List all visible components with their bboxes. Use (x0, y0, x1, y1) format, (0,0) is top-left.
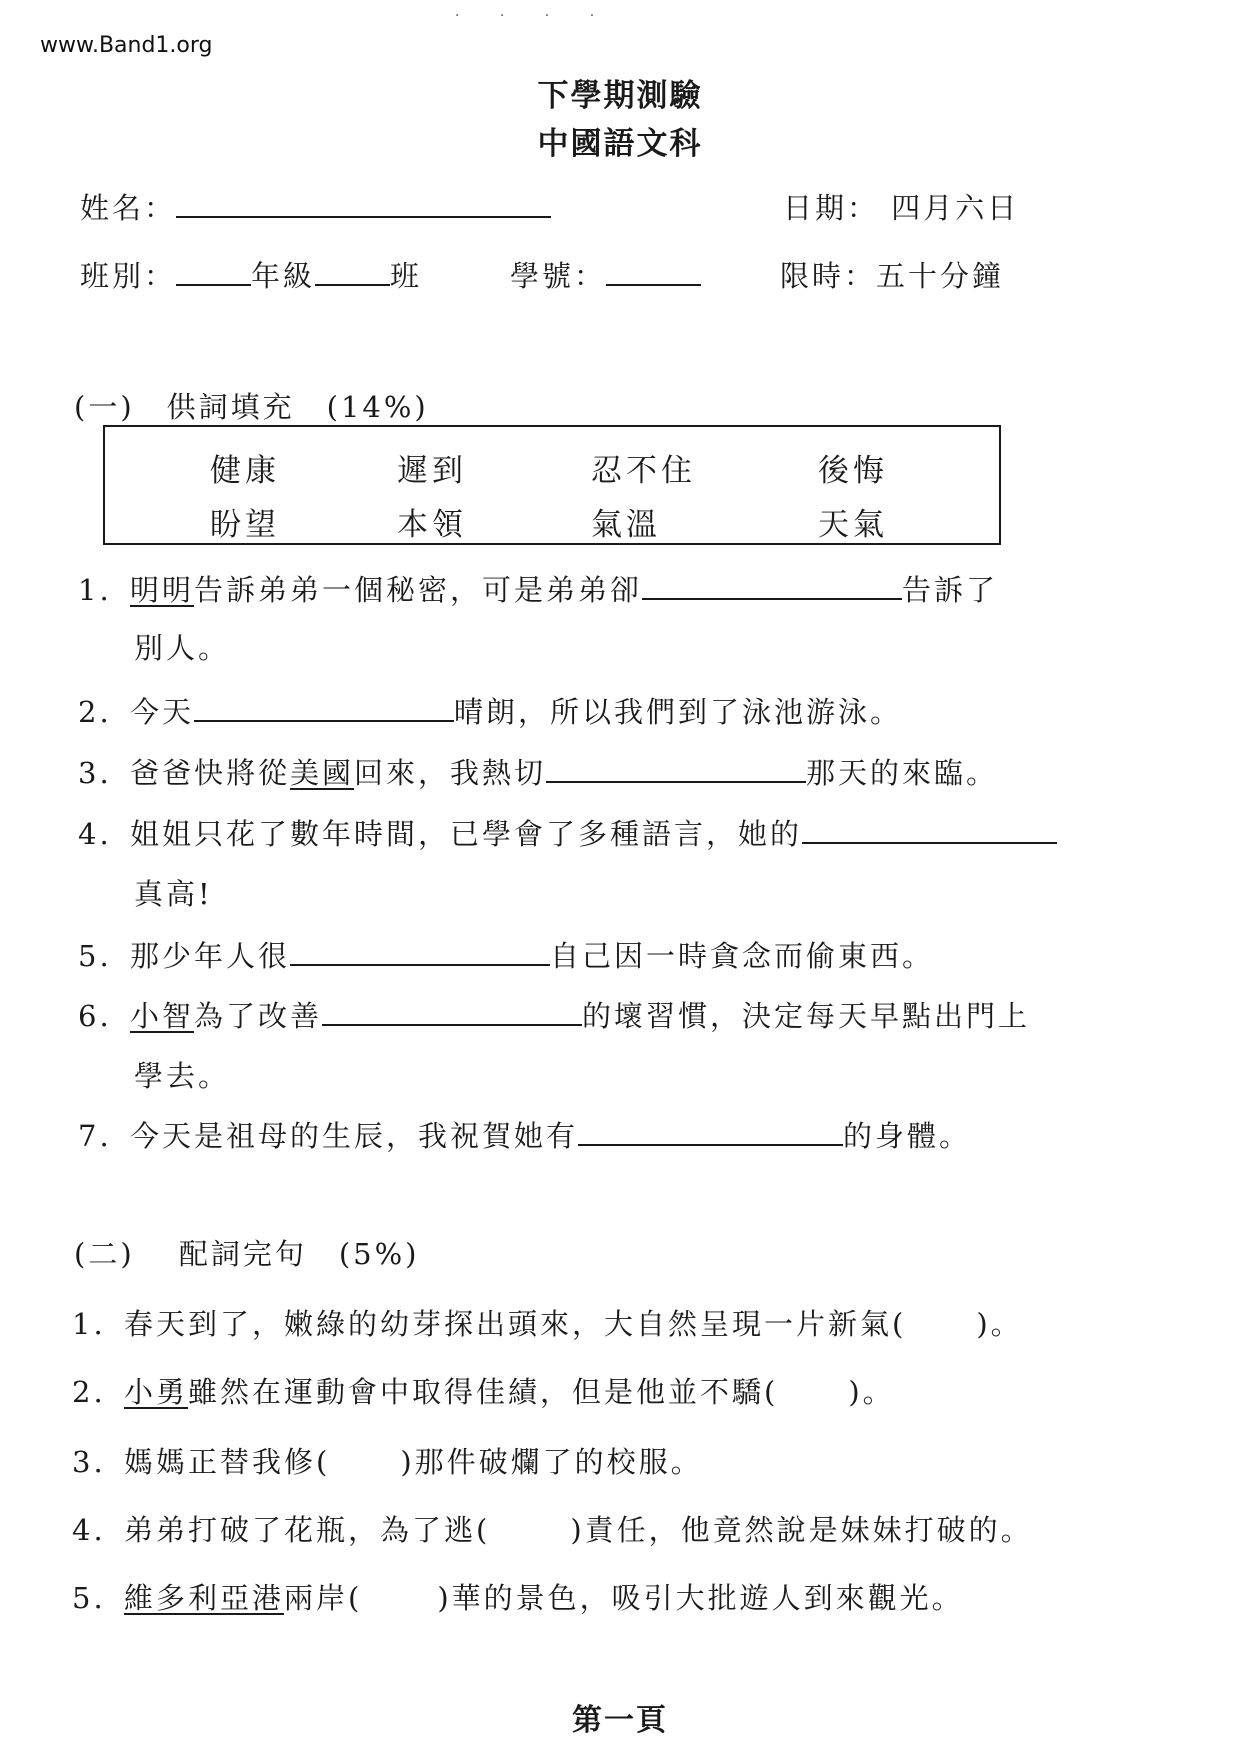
class-row (80, 254, 422, 295)
answer-blank[interactable] (546, 755, 806, 783)
person-name: 明明 (130, 573, 195, 607)
class-label: 班別： (80, 259, 177, 293)
date-value: 四月六日 (891, 191, 1020, 225)
time-limit-label: 限時： (780, 259, 877, 293)
s1-question-4: 4. 姐姐只花了數年時間，已學會了多種語言，她的 (78, 812, 1057, 853)
date-label: 日期： (783, 191, 880, 225)
s2-question-1: 1. 春天到了，嫩綠的幼芽探出頭來，大自然呈現一片新氣( )。 (72, 1307, 1023, 1341)
word-bank-item: 天氣 (818, 507, 888, 543)
section2-heading: (二) 配詞完句 (5%) (74, 1237, 420, 1271)
s2-question-4: 4. 弟弟打破了花瓶，為了逃( )責任，他竟然說是妹妹打破的。 (72, 1513, 1033, 1547)
place-name: 美國 (290, 756, 355, 790)
section1-heading: (一) 供詞填充 (14%) (74, 390, 429, 424)
s2-question-5: 5. 維多利亞港兩岸( )華的景色，吸引大批遊人到來觀光。 (72, 1581, 964, 1615)
word-bank-item: 忍不住 (591, 453, 696, 489)
s1-question-1: 1. 明明告訴弟弟一個秘密，可是弟弟卻 告訴了 (78, 573, 999, 607)
s2-question-2: 2. 小勇雖然在運動會中取得佳績，但是他並不驕( )。 (72, 1375, 895, 1409)
word-bank-item: 健康 (210, 453, 280, 489)
page-number: 第一頁 (572, 1703, 668, 1738)
answer-blank[interactable] (322, 998, 582, 1026)
name-row (80, 186, 551, 227)
person-name: 小智 (130, 999, 195, 1033)
s2-question-3: 3. 媽媽正替我修( )那件破爛了的校服。 (72, 1445, 703, 1479)
word-bank-item: 氣溫 (591, 507, 661, 543)
s1-question-5: 5. 那少年人很 自己因一時貪念而偷東西。 (78, 939, 935, 973)
exam-title: 下學期測驗 (537, 78, 703, 114)
s1-question-1-cont: 別人。 (134, 631, 231, 665)
s1-question-6-cont: 學去。 (134, 1059, 231, 1093)
answer-blank[interactable] (802, 816, 1057, 844)
s1-question-3: 3. 爸爸快將從美國回來，我熱切 那天的來臨。 (78, 756, 999, 790)
class-word: 班 (390, 259, 423, 293)
word-bank-item: 盼望 (210, 507, 280, 543)
site-url: www.Band1.org (40, 33, 213, 58)
word-bank-item: 本領 (397, 507, 467, 543)
answer-blank[interactable] (194, 694, 454, 722)
grade-word: 年級 (251, 259, 316, 293)
name-label: 姓名： (80, 191, 177, 225)
name-blank[interactable] (176, 190, 551, 218)
subject-title: 中國語文科 (537, 126, 703, 162)
date-row (783, 186, 1019, 227)
person-name: 小勇 (124, 1375, 189, 1409)
word-bank-item: 遲到 (397, 453, 467, 489)
s1-question-6: 6. 小智為了改善 的壞習慣，決定每天早點出門上 (78, 999, 1031, 1033)
s1-question-2: 2. 今天 晴朗，所以我們到了泳池游泳。 (78, 695, 903, 729)
answer-blank[interactable] (642, 572, 902, 600)
word-bank-item: 後悔 (818, 453, 888, 489)
word-bank-box (103, 425, 1001, 545)
place-name: 維多利亞港 (124, 1581, 285, 1615)
answer-blank[interactable] (578, 1118, 843, 1146)
class-blank[interactable] (315, 258, 390, 286)
student-no-row (510, 254, 701, 295)
s1-question-7: 7. 今天是祖母的生辰，我祝賀她有 的身體。 (78, 1119, 972, 1153)
grade-blank[interactable] (176, 258, 251, 286)
s1-question-4-cont: 真高! (134, 877, 213, 911)
student-no-blank[interactable] (606, 258, 701, 286)
student-no-label: 學號： (510, 259, 607, 293)
time-limit-value: 五十分鐘 (876, 259, 1005, 293)
scan-marks: · · · · (455, 8, 613, 24)
answer-blank[interactable] (290, 938, 550, 966)
time-limit-row (780, 254, 1004, 295)
